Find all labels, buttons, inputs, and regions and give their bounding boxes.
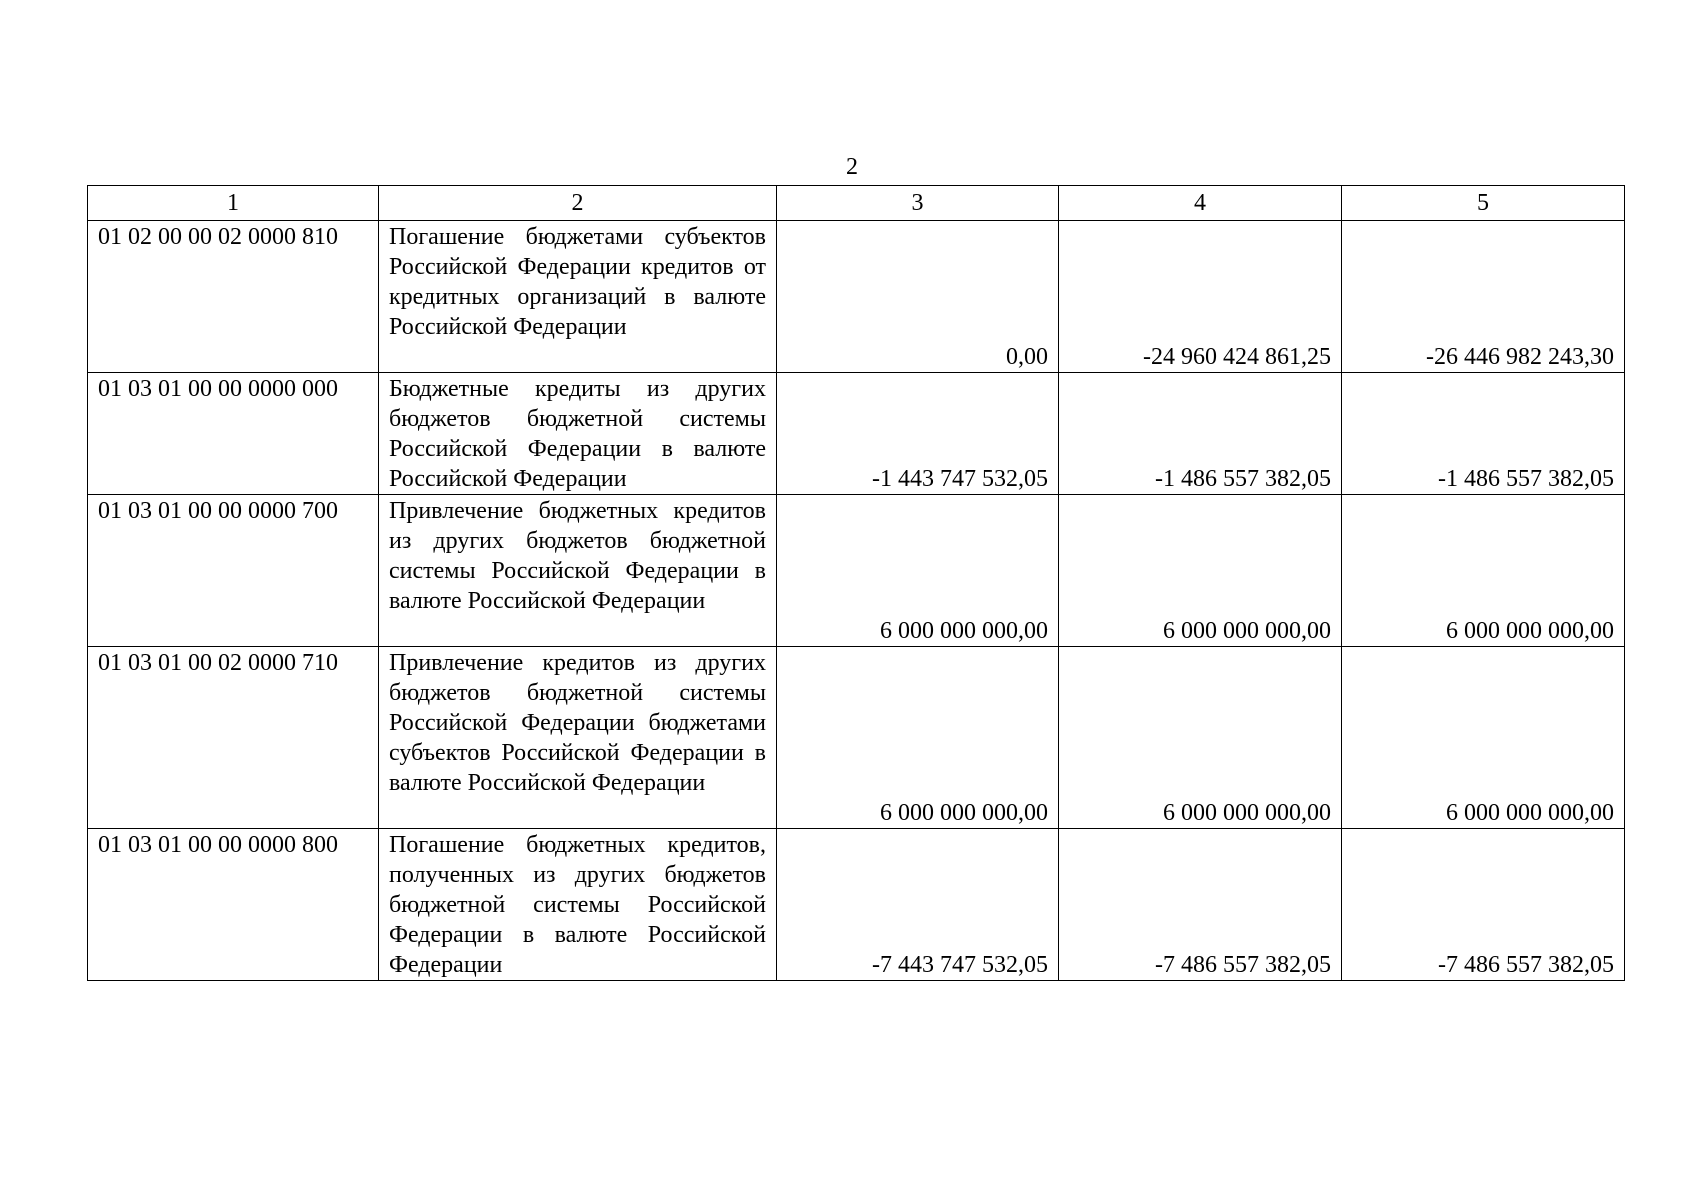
code-cell: 01 03 01 00 00 0000 700 xyxy=(88,495,379,647)
value-cell-col4: -7 486 557 382,05 xyxy=(1059,829,1342,981)
value-cell-col5: 6 000 000 000,00 xyxy=(1342,647,1625,829)
name-cell: Привлечение кредитов из других бюджетов бюджетной системы Российской Федерации бюджетами субъектов Российской Федерации в валюте Российской Федерации xyxy=(379,647,777,829)
header-cell-4: 4 xyxy=(1059,186,1342,221)
value-cell-col4: 6 000 000 000,00 xyxy=(1059,647,1342,829)
value-cell-col4: -24 960 424 861,25 xyxy=(1059,221,1342,373)
table-row xyxy=(88,373,1625,495)
table-row xyxy=(88,829,1625,981)
header-cell-1: 1 xyxy=(88,186,379,221)
code-cell: 01 03 01 00 02 0000 710 xyxy=(88,647,379,829)
code-cell: 01 03 01 00 00 0000 800 xyxy=(88,829,379,981)
value-cell-col3: 6 000 000 000,00 xyxy=(777,647,1059,829)
header-cell-5: 5 xyxy=(1342,186,1625,221)
name-cell: Погашение бюджетных кредитов, полученных из других бюджетов бюджетной системы Российской Федерации в валюте Российской Федерации xyxy=(379,829,777,981)
budget-sources-table xyxy=(87,185,1625,981)
value-cell-col5: 6 000 000 000,00 xyxy=(1342,495,1625,647)
value-cell-col4: -1 486 557 382,05 xyxy=(1059,373,1342,495)
value-cell-col5: -1 486 557 382,05 xyxy=(1342,373,1625,495)
value-cell-col5: -7 486 557 382,05 xyxy=(1342,829,1625,981)
header-cell-3: 3 xyxy=(777,186,1059,221)
table-header-row xyxy=(88,186,1625,221)
name-cell: Бюджетные кредиты из других бюджетов бюджетной системы Российской Федерации в валюте Российской Федерации xyxy=(379,373,777,495)
value-cell-col3: 6 000 000 000,00 xyxy=(777,495,1059,647)
value-cell-col4: 6 000 000 000,00 xyxy=(1059,495,1342,647)
value-cell-col5: -26 446 982 243,30 xyxy=(1342,221,1625,373)
header-cell-2: 2 xyxy=(379,186,777,221)
name-cell: Погашение бюджетами субъектов Российской Федерации кредитов от кредитных организаций в валюте Российской Федерации xyxy=(379,221,777,373)
table-row xyxy=(88,495,1625,647)
table-row xyxy=(88,647,1625,829)
table-row xyxy=(88,221,1625,373)
value-cell-col3: 0,00 xyxy=(777,221,1059,373)
code-cell: 01 03 01 00 00 0000 000 xyxy=(88,373,379,495)
value-cell-col3: -1 443 747 532,05 xyxy=(777,373,1059,495)
value-cell-col3: -7 443 747 532,05 xyxy=(777,829,1059,981)
code-cell: 01 02 00 00 02 0000 810 xyxy=(88,221,379,373)
name-cell: Привлечение бюджетных кредитов из других бюджетов бюджетной системы Российской Федерации в валюте Российской Федерации xyxy=(379,495,777,647)
page-number: 2 xyxy=(846,154,858,180)
